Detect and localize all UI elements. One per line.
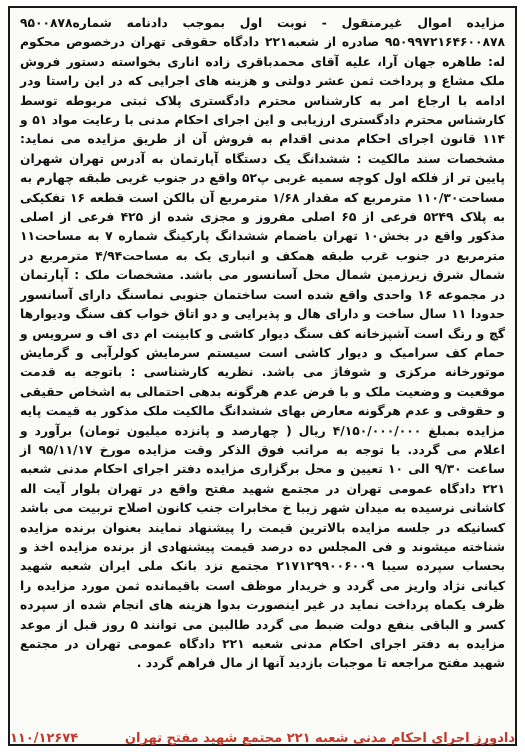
auction-notice — [8, 6, 517, 746]
footer-code: ۱۱۰/۱۲۶۷۴ — [10, 731, 79, 746]
footer-signature: دادورز اجرای احکام مدنی شعبه ۲۲۱ مجتمع شهید مفتح تهران — [124, 731, 515, 746]
notice-footer — [10, 731, 515, 746]
notice-body-text: مزایده اموال غیرمنقول - نوبت اول بموجب دادنامه شماره۹۵۰۰۸۷۸ ۹۵۰۹۹۷۲۱۶۴۶۰۰۸۷۸ صادره از شعبه۲۲۱ دادگاه حقوقی تهران درخصوص محکوم له: طاهره جهان آرا، علیه آقای محمدباقری زاده اناری بخواسته دستور فروش ملک مشاع و پرداخت ثمن عشر دولتی و هزینه های اجرایی که در این راستا ودر ادامه با ارجاع امر به کارشناس محترم دادگستری پلاک ثبتی مربوطه توسط کارشناس محترم دادگستری ارزیابی و این اجرای احکام مدنی با رعایت مواد ۵۱ و ۱۱۴ قانون اجرای احکام مدنی اقدام به فروش آن از طریق مزایده می نماید: مشخصات سند مالکیت : ششدانگ یک دستگاه آپارتمان به آدرس تهران شهران پایین تر از فلکه اول کوچه سمیه غربی پ۵۲ واقع در جنوب غربی طبقه چهارم به مساحت۱۱۰/۳۰ مترمربع که مقدار ۱/۶۸ مترمربع آن بالکن است قطعه ۱۶ تفکیکی به پلاک ۵۲۴۹ فرعی از ۶۵ اصلی مفروز و مجزی شده از ۴۲۵ فرعی از اصلی مذکور واقع در بخش۱۰ تهران باضمام ششدانگ پارکینگ شماره ۷ به مساحت۱۱ مترمربع در جنوب غرب طبقه همکف و انباری یک به مساحت۴/۹۴ مترمربع در شمال شرق زیرزمین شمال محل آسانسور می باشد. مشخصات ملک : آپارتمان در مجموعه ۱۶ واحدی واقع شده است ساختمان جنوبی نماسنگ دارای آسانسور حدودا ۱۱ سال ساخت و دارای هال و پذیرایی و دو اتاق خواب کف سنگ وديوارها گچ و رنگ است آشپزخانه کف سنگ دیوار کاشی و کابینت ام دی اف و سرویس و حمام کف سرامیک و دیوار کاشی است سیستم سرمایش کولرآبی و گرمایش موتورخانه مرکزی و شوفاژ می باشد. نظریه کارشناسی : باتوجه به قدمت موقعیت و وضعیت ملک و با فرض عدم هرگونه بدهی احتمالی به اشخاص حقیقی و حقوقی و عدم هرگونه معارض بهای ششدانگ مالکیت ملک مذکور به قیمت پایه مزایده بمبلغ ۴/۱۵۰/۰۰۰/۰۰۰ ریال ( چهارصد و پانزده میلیون تومان) برآورد و اعلام می گردد. با توجه به مراتب فوق الذکر وقت مزایده مورخ ۹۵/۱۱/۱۷ از ساعت ۹/۳۰ الی ۱۰ تعیین و محل برگزاری مزایده دفتر اجرای احکام مدنی شعبه ۲۲۱ دادگاه عمومی تهران در مجتمع شهید مفتح واقع در تهران بلوار آیت اله کاشانی نرسیده به میدان شهر زیبا خ مخابرات جنب کانون اصلاح تربیت می باشد کسانیکه در جلسه مزایده بالاترین قیمت را پیشنهاد نمایند بعنوان برنده مزایده شناخته میشوند و فی المجلس ده درصد قیمت پیشنهادی از برنده مزایده اخذ و بحساب سپرده سیبا ۲۱۷۱۲۹۹۰۰۶۰۰۹ مجتمع نزد بانک ملی ایران شعبه شهید کیانی نژاد واریز می گردد و خریدار موظف است باقیمانده ثمن مورد مزایده را ظرف یکماه پرداخت نماید در غیر اینصورت بدوا هزینه های انجام شده از سپرده کسر و الباقی بنفع دولت ضبط می گردد طالبین می توانند ۵ روز قبل از موعد مزایده به دفتر اجرای احکام مدنی شعبه ۲۲۱ دادگاه عمومی تهران در مجتمع شهید مفتح مراجعه تا موجبات بازدید آنها از مال فراهم گردد . — [20, 16, 506, 671]
